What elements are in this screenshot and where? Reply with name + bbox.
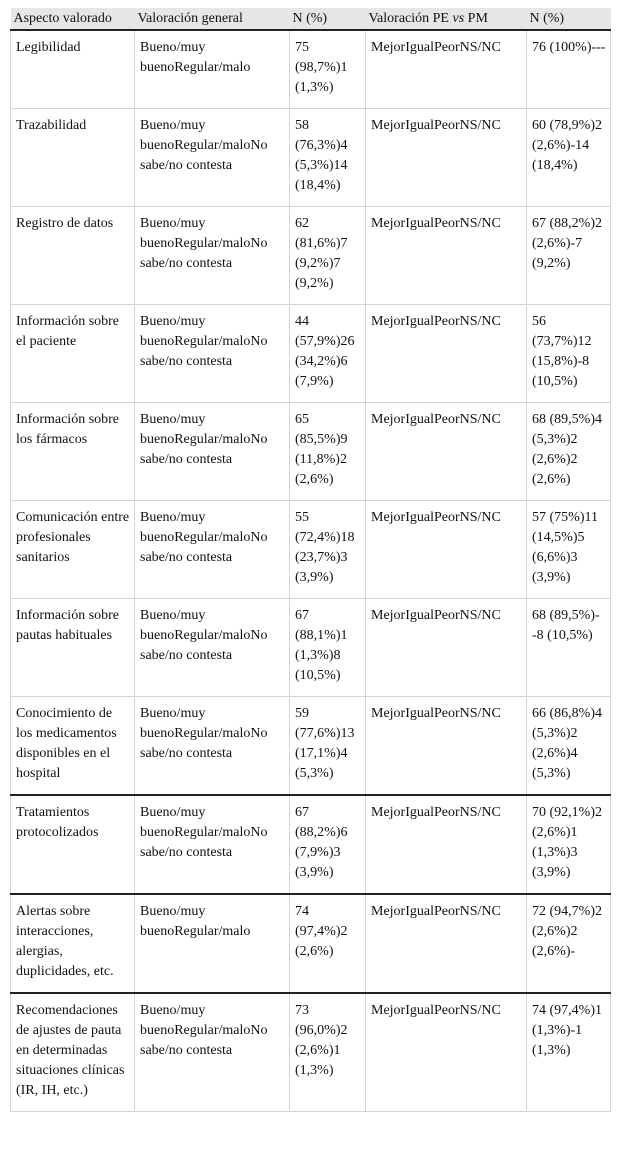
- cell-pe: MejorIgualPeorNS/NC: [366, 30, 527, 109]
- cell-pe: MejorIgualPeorNS/NC: [366, 993, 527, 1112]
- cell-general: Bueno/muy buenoRegular/maloNo sabe/no contesta: [135, 305, 290, 403]
- cell-general: Bueno/muy buenoRegular/maloNo sabe/no contesta: [135, 109, 290, 207]
- cell-pe: MejorIgualPeorNS/NC: [366, 894, 527, 993]
- cell-n1: 73 (96,0%)2 (2,6%)1 (1,3%): [290, 993, 366, 1112]
- cell-aspect: Conocimiento de los medicamentos disponibles en el hospital: [11, 697, 135, 796]
- cell-n1: 74 (97,4%)2 (2,6%): [290, 894, 366, 993]
- cell-aspect: Recomendaciones de ajustes de pauta en determinadas situaciones clínicas (IR, IH, etc.): [11, 993, 135, 1112]
- header-pm: PM: [467, 10, 488, 26]
- cell-n2: 76 (100%)---: [527, 30, 611, 109]
- cell-pe: MejorIgualPeorNS/NC: [366, 207, 527, 305]
- cell-aspect: Alertas sobre interacciones, alergias, duplicidades, etc.: [11, 894, 135, 993]
- header-vs: vs: [452, 10, 465, 26]
- table-row: [11, 207, 611, 305]
- cell-n2: 72 (94,7%)2 (2,6%)2 (2,6%)-: [527, 894, 611, 993]
- cell-n2: 66 (86,8%)4 (5,3%)2 (2,6%)4 (5,3%): [527, 697, 611, 796]
- cell-n1: 58 (76,3%)4 (5,3%)14 (18,4%): [290, 109, 366, 207]
- header-aspect: Aspecto valorado: [11, 8, 135, 30]
- cell-aspect: Tratamientos protocolizados: [11, 795, 135, 894]
- cell-n2: 60 (78,9%)2 (2,6%)-14 (18,4%): [527, 109, 611, 207]
- table-row: [11, 403, 611, 501]
- cell-general: Bueno/muy buenoRegular/maloNo sabe/no contesta: [135, 501, 290, 599]
- cell-general: Bueno/muy buenoRegular/maloNo sabe/no contesta: [135, 403, 290, 501]
- cell-pe: MejorIgualPeorNS/NC: [366, 599, 527, 697]
- cell-pe: MejorIgualPeorNS/NC: [366, 403, 527, 501]
- cell-aspect: Información sobre el paciente: [11, 305, 135, 403]
- cell-pe: MejorIgualPeorNS/NC: [366, 305, 527, 403]
- cell-n1: 65 (85,5%)9 (11,8%)2 (2,6%): [290, 403, 366, 501]
- cell-pe: MejorIgualPeorNS/NC: [366, 501, 527, 599]
- cell-n1: 44 (57,9%)26 (34,2%)6 (7,9%): [290, 305, 366, 403]
- cell-n2: 70 (92,1%)2 (2,6%)1 (1,3%)3 (3,9%): [527, 795, 611, 894]
- cell-n1: 55 (72,4%)18 (23,7%)3 (3,9%): [290, 501, 366, 599]
- cell-general: Bueno/muy buenoRegular/maloNo sabe/no contesta: [135, 697, 290, 796]
- cell-general: Bueno/muy buenoRegular/malo: [135, 30, 290, 109]
- cell-aspect: Legibilidad: [11, 30, 135, 109]
- cell-general: Bueno/muy buenoRegular/maloNo sabe/no contesta: [135, 795, 290, 894]
- cell-n2: 74 (97,4%)1 (1,3%)-1 (1,3%): [527, 993, 611, 1112]
- cell-pe: MejorIgualPeorNS/NC: [366, 795, 527, 894]
- cell-n1: 67 (88,2%)6 (7,9%)3 (3,9%): [290, 795, 366, 894]
- cell-pe: MejorIgualPeorNS/NC: [366, 109, 527, 207]
- cell-n2: 56 (73,7%)12 (15,8%)-8 (10,5%): [527, 305, 611, 403]
- cell-general: Bueno/muy buenoRegular/maloNo sabe/no contesta: [135, 207, 290, 305]
- table-row: [11, 501, 611, 599]
- table-row: [11, 305, 611, 403]
- cell-general: Bueno/muy buenoRegular/maloNo sabe/no contesta: [135, 993, 290, 1112]
- results-table: [10, 8, 611, 1112]
- cell-n2: 67 (88,2%)2 (2,6%)-7 (9,2%): [527, 207, 611, 305]
- cell-n1: 62 (81,6%)7 (9,2%)7 (9,2%): [290, 207, 366, 305]
- header-n1: N (%): [290, 8, 366, 30]
- table-row: [11, 109, 611, 207]
- table-row: [11, 894, 611, 993]
- header-general: Valoración general: [135, 8, 290, 30]
- cell-n2: 57 (75%)11 (14,5%)5 (6,6%)3 (3,9%): [527, 501, 611, 599]
- table-row: [11, 993, 611, 1112]
- table-row: [11, 697, 611, 796]
- cell-aspect: Información sobre los fármacos: [11, 403, 135, 501]
- cell-general: Bueno/muy buenoRegular/maloNo sabe/no contesta: [135, 599, 290, 697]
- cell-n1: 59 (77,6%)13 (17,1%)4 (5,3%): [290, 697, 366, 796]
- header-pe: Valoración PE: [368, 10, 449, 26]
- cell-n2: 68 (89,5%)--8 (10,5%): [527, 599, 611, 697]
- cell-aspect: Registro de datos: [11, 207, 135, 305]
- cell-aspect: Trazabilidad: [11, 109, 135, 207]
- header-row: [11, 8, 611, 30]
- cell-n1: 75 (98,7%)1 (1,3%): [290, 30, 366, 109]
- cell-general: Bueno/muy buenoRegular/malo: [135, 894, 290, 993]
- cell-n1: 67 (88,1%)1 (1,3%)8 (10,5%): [290, 599, 366, 697]
- header-pe-vs-pm: [366, 8, 527, 30]
- table-row: [11, 599, 611, 697]
- cell-pe: MejorIgualPeorNS/NC: [366, 697, 527, 796]
- table-row: [11, 795, 611, 894]
- cell-aspect: Información sobre pautas habituales: [11, 599, 135, 697]
- cell-n2: 68 (89,5%)4 (5,3%)2 (2,6%)2 (2,6%): [527, 403, 611, 501]
- cell-aspect: Comunicación entre profesionales sanitarios: [11, 501, 135, 599]
- table-row: [11, 30, 611, 109]
- header-n2: N (%): [527, 8, 611, 30]
